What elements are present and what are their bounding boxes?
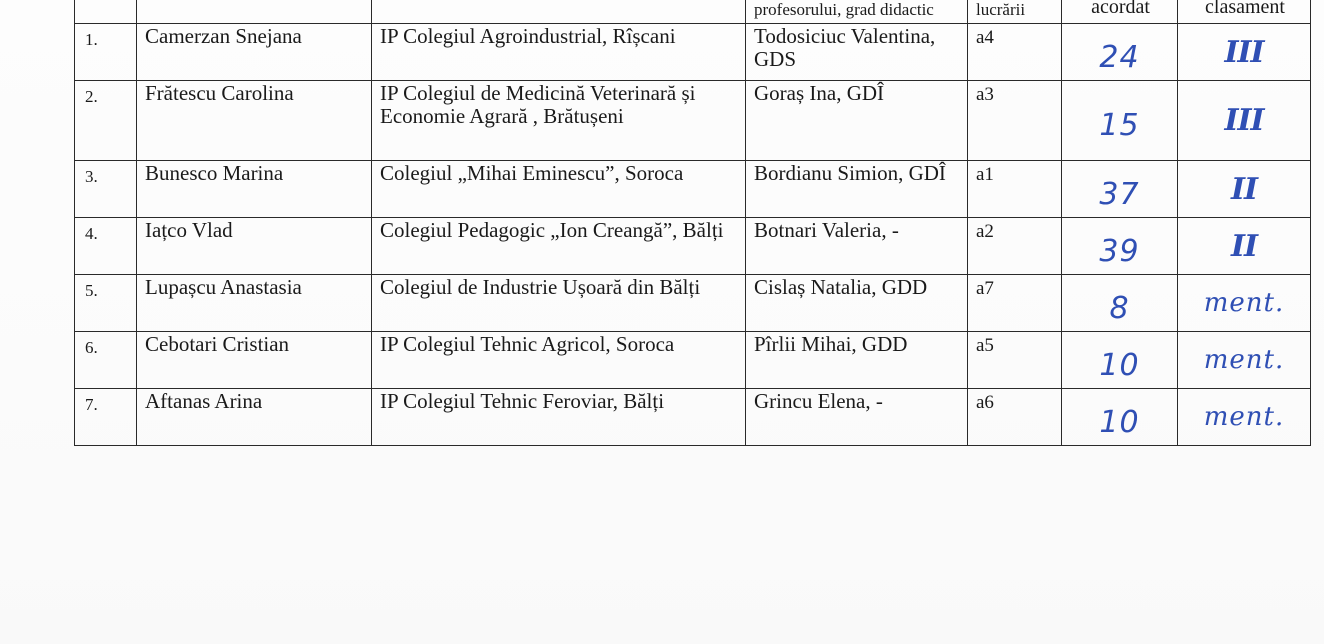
- student-name: Bunesco Marina: [137, 161, 372, 218]
- teacher: Goraș Ina, GDÎ: [746, 81, 968, 161]
- handwritten-place: III: [1178, 81, 1311, 161]
- handwritten-place: II: [1178, 218, 1311, 275]
- work-code: a6: [968, 389, 1062, 446]
- table-row: [75, 24, 1311, 81]
- header-institution: [372, 0, 746, 24]
- institution: IP Colegiul de Medicină Veterinară și Economie Agrară , Brătușeni: [372, 81, 746, 161]
- header-teacher: profesorului, grad didactic: [746, 0, 968, 24]
- student-name: Frătescu Carolina: [137, 81, 372, 161]
- handwritten-score: 24: [1062, 24, 1178, 81]
- handwritten-place: II: [1178, 161, 1311, 218]
- work-code: a2: [968, 218, 1062, 275]
- table-row: [75, 161, 1311, 218]
- teacher: Bordianu Simion, GDÎ: [746, 161, 968, 218]
- work-code: a1: [968, 161, 1062, 218]
- work-code: a5: [968, 332, 1062, 389]
- handwritten-place: ment.: [1178, 275, 1311, 332]
- student-name: Lupașcu Anastasia: [137, 275, 372, 332]
- row-number: 3.: [75, 161, 137, 218]
- header-place: clasament: [1178, 0, 1311, 24]
- header-code: lucrării: [968, 0, 1062, 24]
- student-name: Aftanas Arina: [137, 389, 372, 446]
- handwritten-place: ment.: [1178, 389, 1311, 446]
- teacher: Cislaș Natalia, GDD: [746, 275, 968, 332]
- institution: IP Colegiul Tehnic Agricol, Soroca: [372, 332, 746, 389]
- student-name: Iațco Vlad: [137, 218, 372, 275]
- table-row: [75, 81, 1311, 161]
- header-name: [137, 0, 372, 24]
- work-code: a3: [968, 81, 1062, 161]
- student-name: Camerzan Snejana: [137, 24, 372, 81]
- row-number: 6.: [75, 332, 137, 389]
- header-num: [75, 0, 137, 24]
- teacher: Botnari Valeria, -: [746, 218, 968, 275]
- handwritten-score: 8: [1062, 275, 1178, 332]
- work-code: a7: [968, 275, 1062, 332]
- handwritten-score: 10: [1062, 389, 1178, 446]
- institution: IP Colegiul Agroindustrial, Rîșcani: [372, 24, 746, 81]
- handwritten-place: ment.: [1178, 332, 1311, 389]
- row-number: 5.: [75, 275, 137, 332]
- row-number: 2.: [75, 81, 137, 161]
- row-number: 7.: [75, 389, 137, 446]
- handwritten-score: 15: [1062, 81, 1178, 161]
- teacher: Grincu Elena, -: [746, 389, 968, 446]
- row-number: 1.: [75, 24, 137, 81]
- institution: Colegiul de Industrie Ușoară din Bălți: [372, 275, 746, 332]
- handwritten-score: 37: [1062, 161, 1178, 218]
- table-row: [75, 275, 1311, 332]
- teacher: Todosiciuc Valentina, GDS: [746, 24, 968, 81]
- table-row: [75, 218, 1311, 275]
- handwritten-score: 39: [1062, 218, 1178, 275]
- work-code: a4: [968, 24, 1062, 81]
- results-table-container: [74, 0, 1311, 446]
- handwritten-score: 10: [1062, 332, 1178, 389]
- institution: Colegiul „Mihai Eminescu”, Soroca: [372, 161, 746, 218]
- student-name: Cebotari Cristian: [137, 332, 372, 389]
- header-score: acordat: [1062, 0, 1178, 24]
- handwritten-place: III: [1178, 24, 1311, 81]
- table-header-row: [75, 0, 1311, 24]
- institution: IP Colegiul Tehnic Feroviar, Bălți: [372, 389, 746, 446]
- row-number: 4.: [75, 218, 137, 275]
- results-table: [74, 0, 1311, 446]
- institution: Colegiul Pedagogic „Ion Creangă”, Bălți: [372, 218, 746, 275]
- table-row: [75, 389, 1311, 446]
- teacher: Pîrlii Mihai, GDD: [746, 332, 968, 389]
- table-row: [75, 332, 1311, 389]
